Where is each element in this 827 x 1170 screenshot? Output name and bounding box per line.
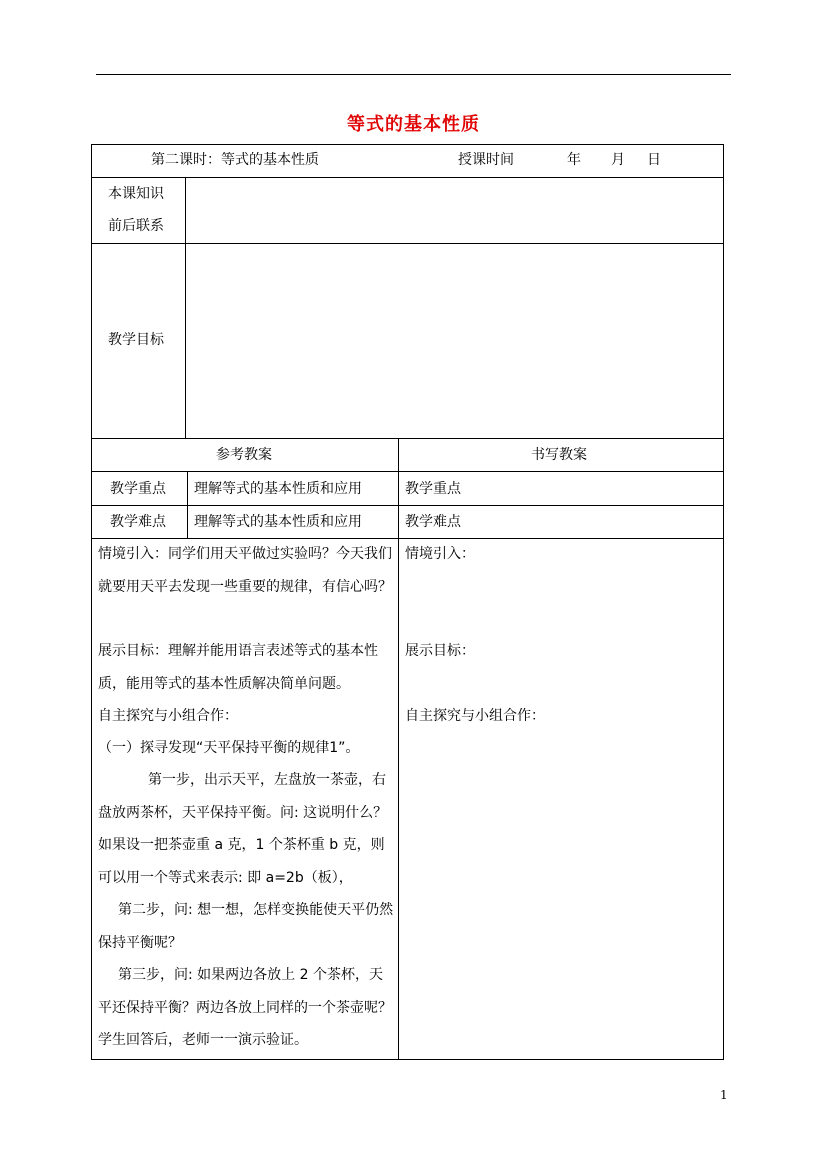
key-point-label: 教学重点 xyxy=(110,481,166,497)
explore-heading: 自主探究与小组合作： xyxy=(98,708,238,724)
knowledge-link-label-2: 前后联系 xyxy=(108,218,164,234)
step-three-paragraph: 第三步，问: 如果两边各放上 2 个茶杯，天平还保持平衡？两边各放上同样的一个茶壶呢？学生回答后，老师一一演示验证。 xyxy=(98,967,392,1048)
knowledge-link-label-1: 本课知识 xyxy=(108,186,164,202)
step-two-paragraph: 第二步，问: 想一想，怎样变换能使天平仍然保持平衡呢？ xyxy=(98,902,394,951)
scenario-paragraph: 情境引入：同学们用天平做过实验吗？今天我们就要用天平去发现一些重要的规律，有信心吗？ xyxy=(98,546,392,595)
label-column-divider xyxy=(185,177,186,438)
table-border-left xyxy=(91,144,92,1059)
header-rule xyxy=(96,74,731,75)
lesson-title: 第二课时：等式的基本性质 xyxy=(151,152,319,168)
page-number: 1 xyxy=(720,1088,728,1102)
teaching-time-label: 授课时间 xyxy=(458,152,514,168)
reference-plan-header: 参考教案 xyxy=(216,447,272,463)
scenario-right: 情境引入： xyxy=(405,546,475,562)
row-divider xyxy=(91,505,723,506)
writing-plan-header: 书写教案 xyxy=(531,447,587,463)
row-divider xyxy=(91,471,723,472)
key-point-right: 教学重点 xyxy=(405,481,461,497)
table-border-bottom xyxy=(91,1059,723,1060)
key-label-divider xyxy=(187,471,188,538)
month-label: 月 xyxy=(611,152,625,168)
explore-right: 自主探究与小组合作： xyxy=(405,708,545,724)
difficulty-label: 教学难点 xyxy=(110,514,166,530)
teaching-goal-label: 教学目标 xyxy=(108,332,164,348)
row-divider xyxy=(91,438,723,439)
document-title: 等式的基本性质 xyxy=(347,114,480,135)
table-border-top xyxy=(91,144,723,145)
difficulty-content: 理解等式的基本性质和应用 xyxy=(194,514,362,530)
goal-paragraph: 展示目标：理解并能用语言表述等式的基本性质，能用等式的基本性质解决简单问题。 xyxy=(98,643,378,692)
step-one-paragraph: 第一步，出示天平，左盘放一茶壶，右盘放两茶杯，天平保持平衡。问: 这说明什么？如果设一把茶壶重 a 克，1 个茶杯重 b 克，则可以用一个等式来表示: 即 a=2b（板）， xyxy=(98,772,388,886)
plan-column-divider xyxy=(398,438,399,1059)
difficulty-right: 教学难点 xyxy=(405,514,461,530)
goal-right: 展示目标： xyxy=(405,643,475,659)
section-one-heading: （一）探寻发现“天平保持平衡的规律1”。 xyxy=(98,740,360,756)
lesson-plan-table xyxy=(91,144,723,1059)
key-point-content: 理解等式的基本性质和应用 xyxy=(194,481,362,497)
day-label: 日 xyxy=(647,152,661,168)
table-border-right xyxy=(723,144,724,1060)
year-label: 年 xyxy=(567,152,581,168)
